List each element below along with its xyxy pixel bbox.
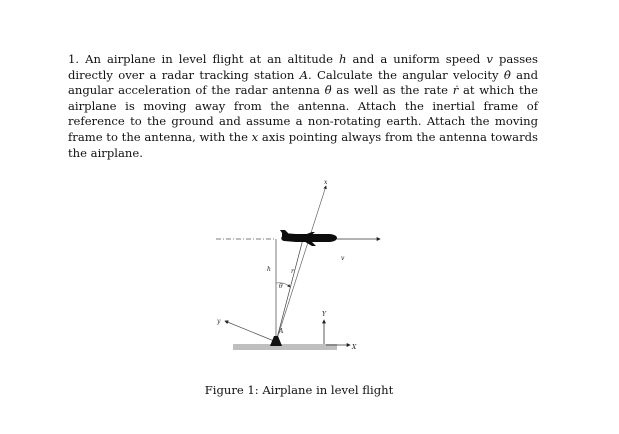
var-h: h: [339, 52, 347, 66]
var-A: A: [299, 67, 309, 82]
var-theta-dot: θ̇: [503, 67, 511, 82]
var-theta-ddot: θ̈: [324, 83, 332, 98]
figure-caption: [0, 383, 598, 397]
caption-prefix: Figure 1:: [204, 383, 259, 397]
var-v: v: [486, 52, 493, 66]
label-A: A: [279, 328, 284, 335]
label-y: y: [217, 318, 221, 325]
label-theta: θ: [279, 283, 283, 290]
airplane-diagram-svg: [200, 170, 400, 365]
problem-number: 1.: [68, 52, 80, 66]
ground-strip: [233, 344, 337, 350]
var-x: x: [251, 129, 259, 144]
label-r: r: [291, 268, 294, 275]
radar-antenna-icon: [270, 336, 282, 346]
line-of-sight: [276, 239, 303, 342]
caption-text: Airplane in level flight: [262, 383, 394, 397]
label-h: h: [267, 266, 271, 273]
label-X: X: [352, 344, 357, 351]
figure-airplane-diagram: [200, 170, 400, 365]
label-x: x: [324, 179, 328, 186]
moving-y-axis: [225, 321, 274, 341]
airplane-icon: [280, 230, 337, 246]
label-Y: Y: [322, 311, 326, 318]
var-r-dot: ṙ: [452, 83, 459, 98]
label-v: v: [341, 255, 345, 262]
moving-x-axis: [276, 186, 326, 342]
problem-statement: 1. An airplane in level flight at an altitude h and a uniform speed v passes directly over a radar tracking station A. Calculate the angular velocity θ̇ and angular acceleration of the radar antenna θ̈ as well as the rate ṙ at which the airplane is moving away from the antenna. Attach the inertial frame of reference to the ground and assume a non-rotating earth. Attach the moving frame to the antenna, with the x axis pointing always from the antenna towards the airplane.: [68, 52, 539, 160]
